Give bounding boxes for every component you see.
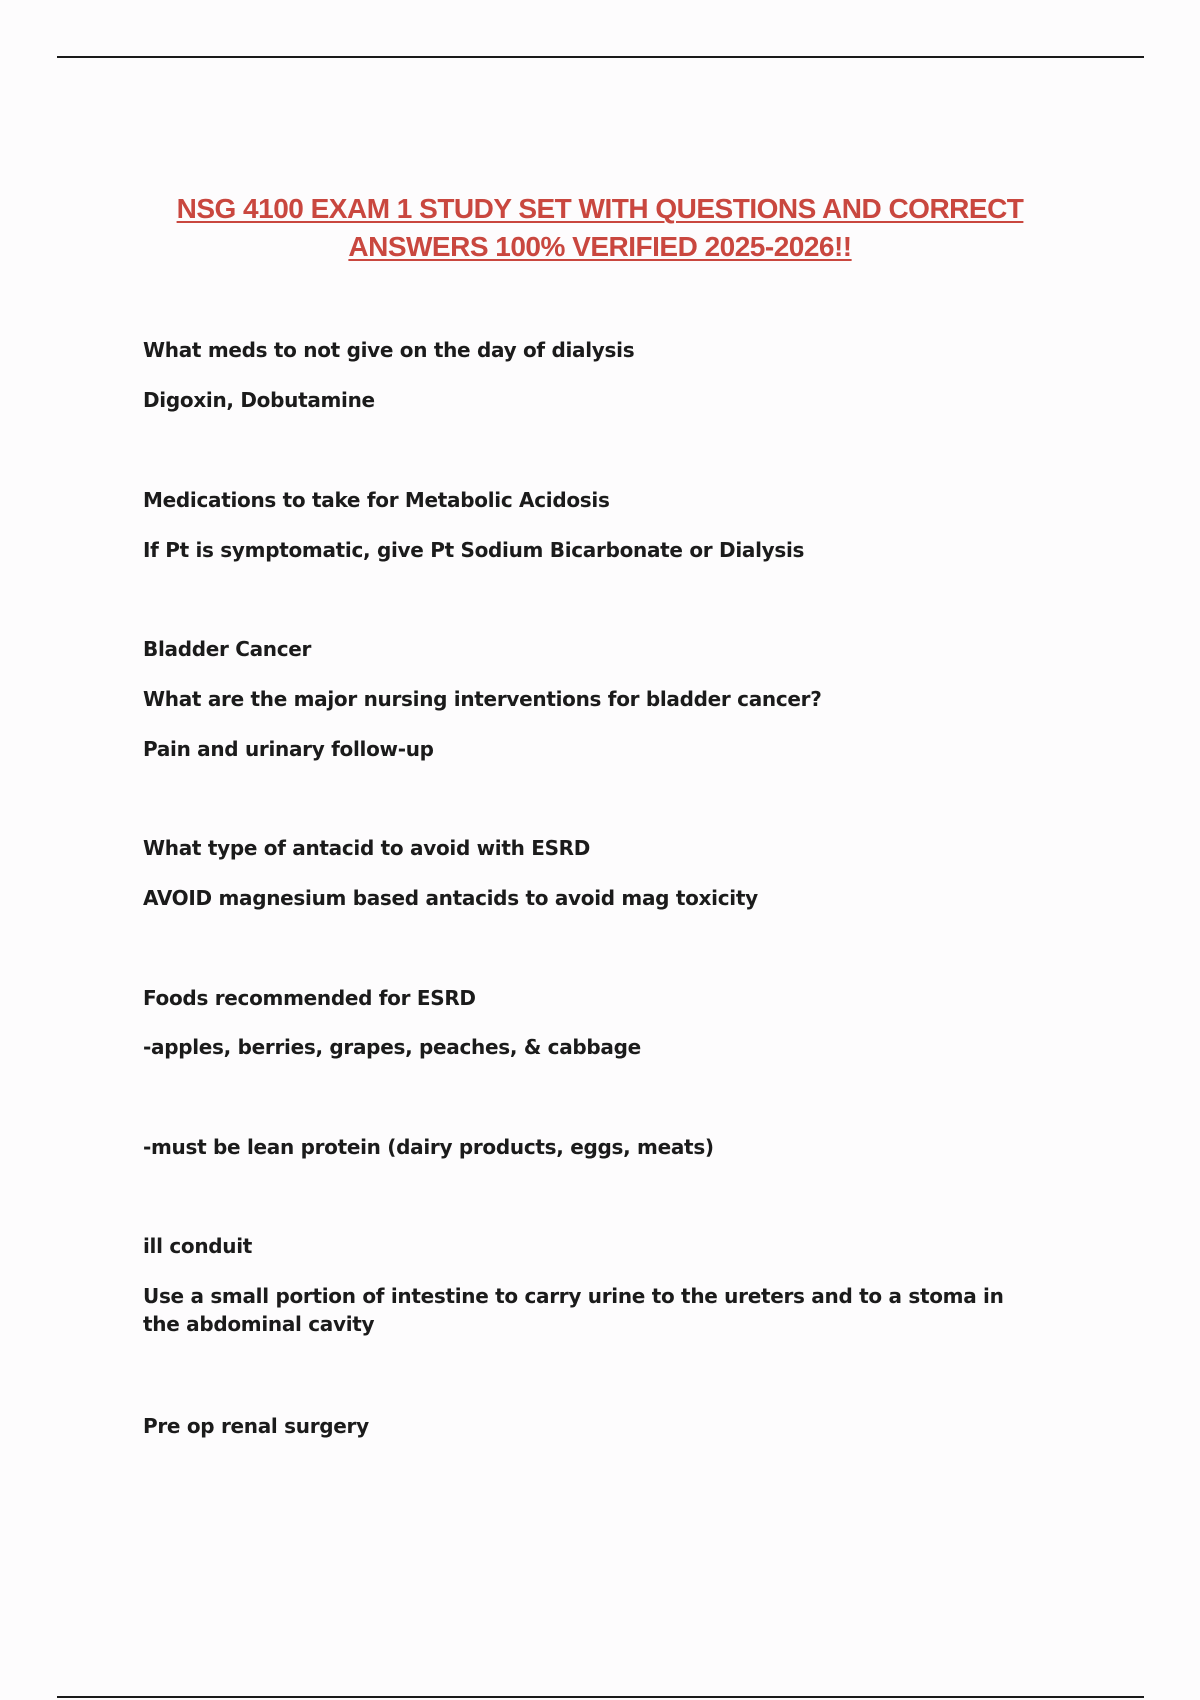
question-antacid-esrd: What type of antacid to avoid with ESRD: [143, 836, 591, 860]
answer-foods-esrd-protein: -must be lean protein (dairy products, eggs, meats): [143, 1135, 714, 1159]
answer-antacid-esrd: AVOID magnesium based antacids to avoid mag toxicity: [143, 886, 758, 910]
answer-dialysis-meds: Digoxin, Dobutamine: [143, 388, 375, 412]
question-dialysis-meds: What meds to not give on the day of dialysis: [143, 338, 635, 362]
question-foods-esrd: Foods recommended for ESRD: [143, 986, 476, 1010]
topic-bladder-cancer: Bladder Cancer: [143, 637, 312, 661]
answer-metabolic-acidosis: If Pt is symptomatic, give Pt Sodium Bicarbonate or Dialysis: [143, 538, 805, 562]
question-metabolic-acidosis: Medications to take for Metabolic Acidosis: [143, 488, 610, 512]
title-line-1: NSG 4100 EXAM 1 STUDY SET WITH QUESTIONS AND CORRECT: [176, 193, 1024, 224]
title-line-2: ANSWERS 100% VERIFIED 2025-2026!!: [348, 231, 852, 262]
top-divider: [57, 56, 1144, 58]
question-pre-op-renal: Pre op renal surgery: [143, 1414, 369, 1438]
bottom-divider: [57, 1696, 1144, 1698]
answer-foods-esrd-fruits: -apples, berries, grapes, peaches, & cabbage: [143, 1035, 641, 1059]
question-ileal-conduit: ill conduit: [143, 1234, 253, 1258]
document-title: [100, 190, 1100, 266]
answer-bladder-cancer: Pain and urinary follow-up: [143, 737, 434, 761]
question-bladder-cancer: What are the major nursing interventions for bladder cancer?: [143, 687, 822, 711]
answer-ileal-conduit: Use a small portion of intestine to carry urine to the ureters and to a stoma in the abdominal cavity: [143, 1284, 1004, 1336]
